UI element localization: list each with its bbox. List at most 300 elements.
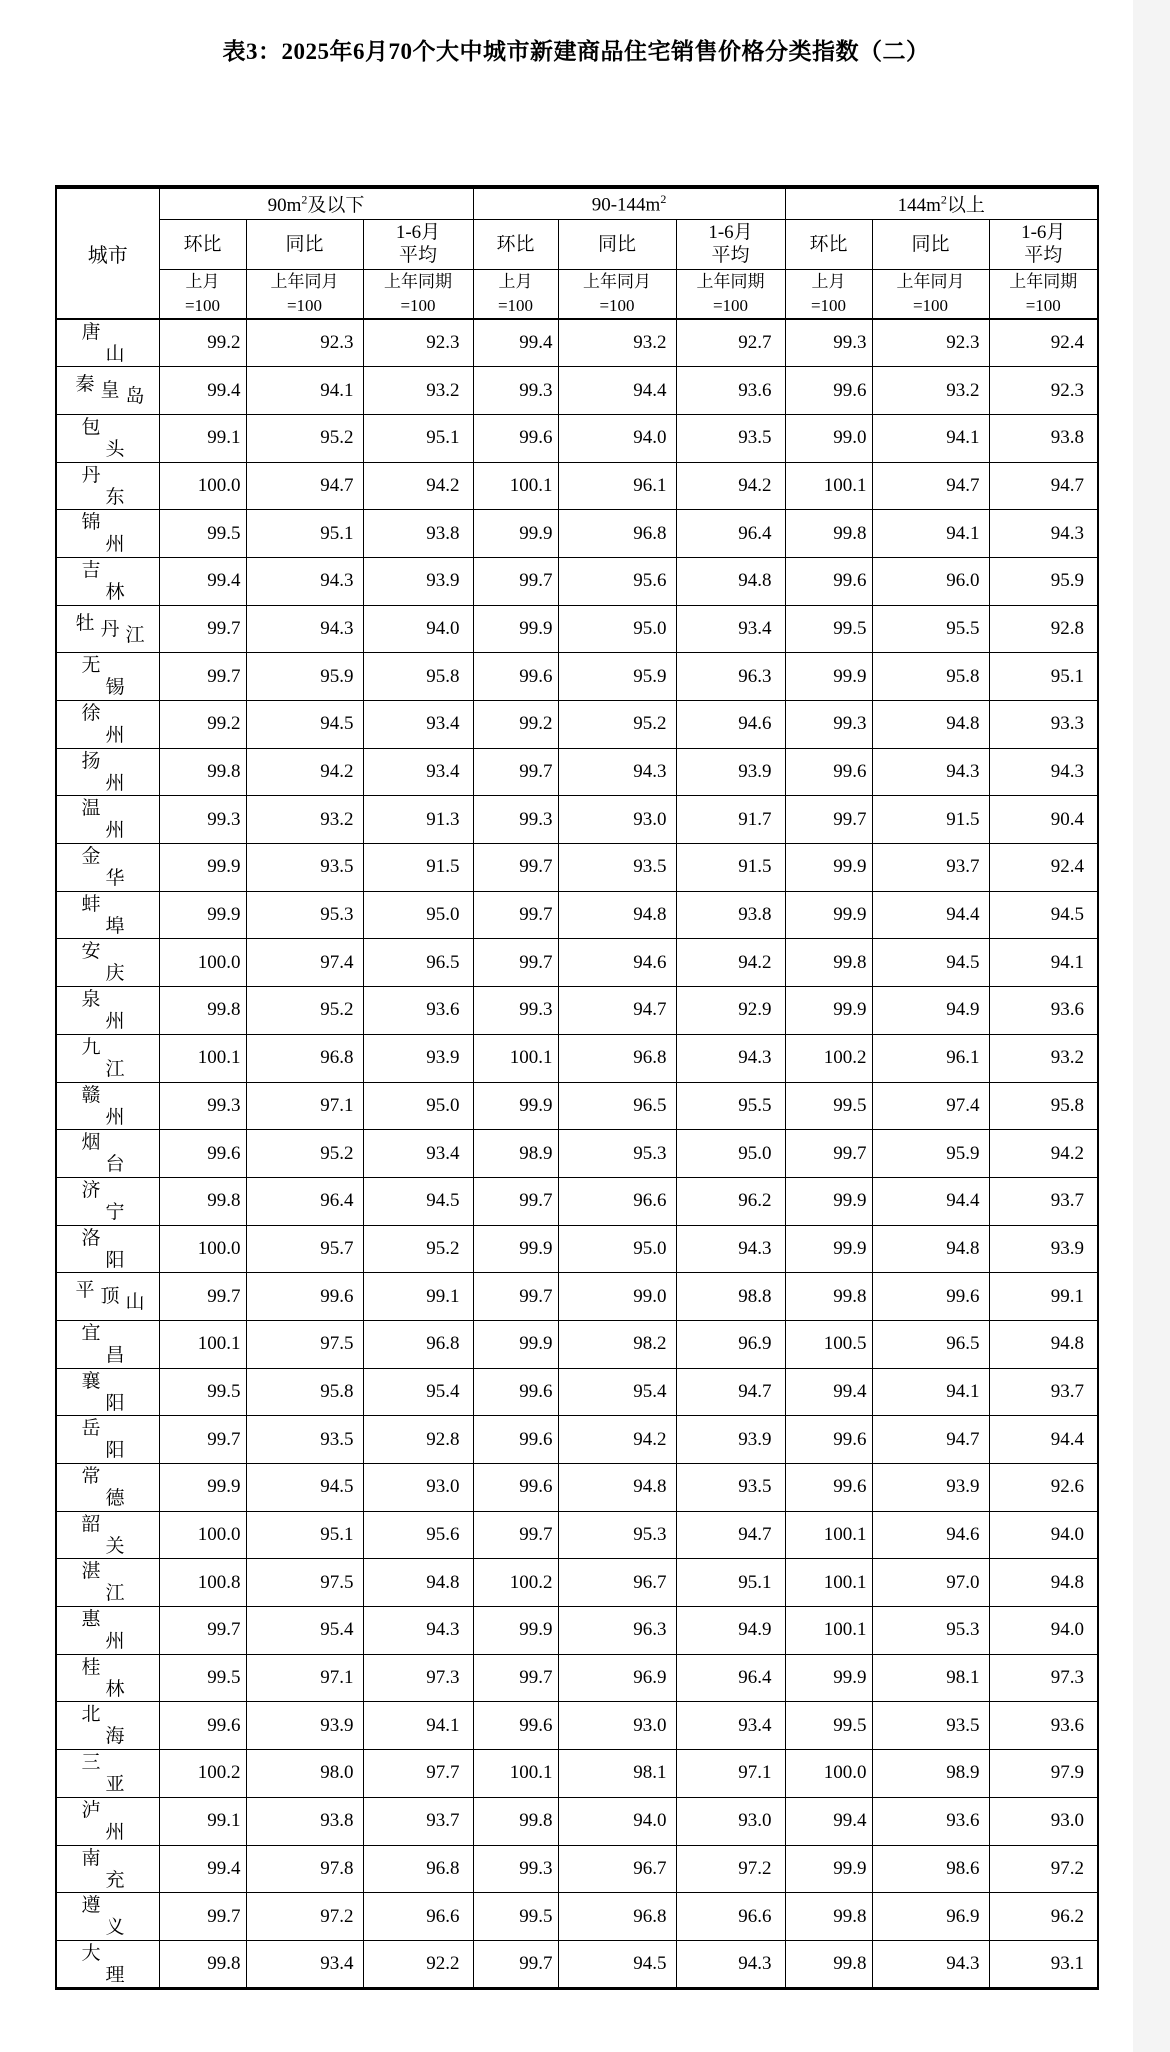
value-cell: 91.3 (363, 796, 473, 844)
value-cell: 99.1 (989, 1273, 1098, 1321)
value-cell: 94.2 (246, 748, 363, 796)
table-row (56, 653, 1098, 701)
value-cell: 99.9 (473, 1320, 558, 1368)
value-cell: 94.6 (676, 701, 785, 749)
city-char: 山 (125, 1292, 145, 1314)
table-row (56, 1511, 1098, 1559)
value-cell: 99.9 (785, 891, 872, 939)
value-cell: 94.7 (246, 462, 363, 510)
value-cell: 98.1 (558, 1750, 676, 1798)
column-group-header-1: $90-144m^2$ (473, 187, 785, 219)
value-cell: 99.6 (872, 1273, 989, 1321)
value-cell: 93.7 (872, 844, 989, 892)
city-cell (56, 1607, 159, 1655)
city-char: 洛 (81, 1227, 101, 1249)
value-cell: 99.2 (159, 701, 246, 749)
value-cell: 95.3 (872, 1607, 989, 1655)
value-cell: 99.9 (785, 987, 872, 1035)
value-cell: 95.8 (989, 1082, 1098, 1130)
city-cell (56, 605, 159, 653)
value-cell: 93.6 (989, 1702, 1098, 1750)
value-cell: 94.3 (246, 605, 363, 653)
value-cell: 94.1 (872, 1368, 989, 1416)
table-row (56, 939, 1098, 987)
base-period-header-2-0: 上月 =100 (785, 269, 872, 319)
value-cell: 96.9 (872, 1893, 989, 1941)
value-cell: 99.4 (159, 557, 246, 605)
value-cell: 93.5 (246, 844, 363, 892)
value-cell: 100.1 (473, 1750, 558, 1798)
value-cell: 94.5 (363, 1177, 473, 1225)
value-cell: 99.9 (785, 844, 872, 892)
city-char: 顶 (100, 1286, 120, 1308)
value-cell: 100.0 (159, 939, 246, 987)
value-cell: 96.1 (558, 462, 676, 510)
value-cell: 94.3 (676, 1940, 785, 1988)
table-row (56, 1702, 1098, 1750)
city-cell (56, 1654, 159, 1702)
value-cell: 99.0 (785, 414, 872, 462)
city-cell (56, 1750, 159, 1798)
value-cell: 96.5 (363, 939, 473, 987)
value-cell: 99.8 (159, 1177, 246, 1225)
value-cell: 99.8 (159, 748, 246, 796)
city-char: 德 (105, 1488, 125, 1509)
city-char: 蚌 (81, 893, 101, 915)
value-cell: 98.9 (473, 1130, 558, 1178)
city-char: 赣 (81, 1084, 101, 1106)
city-char: 州 (105, 1821, 125, 1843)
table-row (56, 1225, 1098, 1273)
city-char: 丹 (100, 618, 120, 640)
measure-header-1-0: 环比 (473, 219, 558, 269)
city-char: 江 (105, 1583, 125, 1605)
value-cell: 97.3 (989, 1654, 1098, 1702)
city-char: 唐 (81, 322, 101, 343)
value-cell: 94.8 (989, 1320, 1098, 1368)
value-cell: 100.2 (785, 1034, 872, 1082)
value-cell: 99.6 (159, 1130, 246, 1178)
value-cell: 97.4 (246, 939, 363, 987)
value-cell: 94.4 (872, 1177, 989, 1225)
table-row (56, 367, 1098, 415)
city-cell (56, 1225, 159, 1273)
value-cell: 93.8 (246, 1797, 363, 1845)
city-cell (56, 367, 159, 415)
value-cell: 99.1 (159, 414, 246, 462)
value-cell: 96.6 (558, 1177, 676, 1225)
value-cell: 99.4 (785, 1797, 872, 1845)
value-cell: 99.5 (159, 1654, 246, 1702)
value-cell: 94.3 (872, 1940, 989, 1988)
city-char: 州 (105, 1011, 125, 1033)
value-cell: 95.5 (676, 1082, 785, 1130)
base-period-header-1-1: 上年同月 =100 (558, 269, 676, 319)
table-row (56, 1654, 1098, 1702)
table-row (56, 1368, 1098, 1416)
value-cell: 100.0 (159, 462, 246, 510)
value-cell: 92.4 (989, 844, 1098, 892)
table-row (56, 1273, 1098, 1321)
value-cell: 95.2 (363, 1225, 473, 1273)
city-char: 无 (81, 655, 101, 677)
table-row (56, 844, 1098, 892)
value-cell: 94.8 (676, 557, 785, 605)
value-cell: 94.1 (246, 367, 363, 415)
value-cell: 93.0 (363, 1464, 473, 1512)
city-char: 海 (105, 1726, 125, 1748)
city-char: 关 (105, 1535, 125, 1557)
table-row (56, 1845, 1098, 1893)
table-row (56, 1130, 1098, 1178)
value-cell: 94.1 (363, 1702, 473, 1750)
city-char: 充 (105, 1869, 125, 1891)
value-cell: 99.9 (785, 1225, 872, 1273)
value-cell: 99.8 (159, 1940, 246, 1988)
value-cell: 99.7 (473, 939, 558, 987)
value-cell: 94.5 (558, 1940, 676, 1988)
value-cell: 97.5 (246, 1320, 363, 1368)
value-cell: 95.4 (363, 1368, 473, 1416)
value-cell: 100.2 (473, 1559, 558, 1607)
value-cell: 92.3 (363, 319, 473, 367)
value-cell: 99.4 (473, 319, 558, 367)
value-cell: 99.8 (785, 1893, 872, 1941)
city-cell (56, 1082, 159, 1130)
city-char: 江 (105, 1058, 125, 1080)
city-char: 南 (81, 1847, 101, 1869)
city-cell (56, 1320, 159, 1368)
value-cell: 93.3 (989, 701, 1098, 749)
value-cell: 94.7 (872, 462, 989, 510)
value-cell: 95.0 (558, 1225, 676, 1273)
value-cell: 99.9 (473, 1225, 558, 1273)
value-cell: 99.6 (785, 367, 872, 415)
value-cell: 97.1 (676, 1750, 785, 1798)
value-cell: 94.9 (676, 1607, 785, 1655)
value-cell: 94.4 (872, 891, 989, 939)
value-cell: 99.6 (473, 414, 558, 462)
value-cell: 94.0 (558, 1797, 676, 1845)
value-cell: 99.3 (785, 319, 872, 367)
value-cell: 93.9 (676, 1416, 785, 1464)
price-index-table (55, 185, 1099, 1990)
value-cell: 95.0 (363, 1082, 473, 1130)
city-char: 林 (105, 1678, 125, 1700)
value-cell: 94.1 (989, 939, 1098, 987)
value-cell: 94.8 (558, 891, 676, 939)
value-cell: 99.7 (159, 1607, 246, 1655)
city-char: 锡 (105, 677, 125, 699)
table-row (56, 891, 1098, 939)
value-cell: 99.7 (473, 1177, 558, 1225)
column-group-header-0: $90m^2$及以下 (159, 187, 473, 219)
city-cell (56, 1702, 159, 1750)
table-row (56, 557, 1098, 605)
measure-header-0-2: 1-6月 平均 (363, 219, 473, 269)
value-cell: 95.2 (246, 414, 363, 462)
value-cell: 100.1 (473, 462, 558, 510)
city-char: 泉 (81, 989, 101, 1011)
value-cell: 98.8 (676, 1273, 785, 1321)
table-row (56, 1750, 1098, 1798)
value-cell: 94.3 (246, 557, 363, 605)
city-cell (56, 1797, 159, 1845)
city-char: 台 (105, 1154, 125, 1176)
value-cell: 99.5 (785, 1702, 872, 1750)
value-cell: 93.9 (989, 1225, 1098, 1273)
value-cell: 95.5 (872, 605, 989, 653)
value-cell: 96.5 (558, 1082, 676, 1130)
value-cell: 94.3 (676, 1225, 785, 1273)
value-cell: 93.6 (363, 987, 473, 1035)
value-cell: 99.3 (785, 701, 872, 749)
value-cell: 94.5 (872, 939, 989, 987)
value-cell: 98.0 (246, 1750, 363, 1798)
value-cell: 99.6 (159, 1702, 246, 1750)
city-char: 头 (105, 438, 125, 460)
value-cell: 95.1 (676, 1559, 785, 1607)
city-char: 理 (105, 1964, 125, 1986)
value-cell: 94.3 (558, 748, 676, 796)
city-char: 州 (105, 725, 125, 746)
city-column-header: 城市 (56, 187, 159, 319)
value-cell: 94.0 (363, 605, 473, 653)
value-cell: 98.2 (558, 1320, 676, 1368)
table-row (56, 796, 1098, 844)
value-cell: 100.5 (785, 1320, 872, 1368)
table-row (56, 1940, 1098, 1988)
value-cell: 94.8 (989, 1559, 1098, 1607)
value-cell: 95.9 (989, 557, 1098, 605)
header-row-measures (56, 219, 1098, 269)
value-cell: 96.1 (872, 1034, 989, 1082)
value-cell: 100.1 (785, 462, 872, 510)
value-cell: 96.6 (676, 1893, 785, 1941)
value-cell: 100.1 (785, 1559, 872, 1607)
value-cell: 98.1 (872, 1654, 989, 1702)
value-cell: 99.0 (558, 1273, 676, 1321)
value-cell: 93.6 (872, 1797, 989, 1845)
value-cell: 96.5 (872, 1320, 989, 1368)
value-cell: 99.9 (785, 1845, 872, 1893)
value-cell: 92.9 (676, 987, 785, 1035)
city-cell (56, 1893, 159, 1941)
value-cell: 99.1 (363, 1273, 473, 1321)
value-cell: 93.9 (246, 1702, 363, 1750)
value-cell: 100.1 (159, 1034, 246, 1082)
value-cell: 95.8 (246, 1368, 363, 1416)
table-row (56, 748, 1098, 796)
value-cell: 100.1 (785, 1607, 872, 1655)
table-row (56, 1416, 1098, 1464)
value-cell: 91.5 (872, 796, 989, 844)
city-char: 惠 (81, 1609, 101, 1631)
value-cell: 94.4 (989, 1416, 1098, 1464)
city-char: 三 (81, 1752, 101, 1774)
value-cell: 99.3 (473, 796, 558, 844)
city-char: 埠 (105, 915, 125, 937)
table-row (56, 1034, 1098, 1082)
city-char: 九 (81, 1036, 101, 1058)
value-cell: 97.5 (246, 1559, 363, 1607)
city-char: 阳 (105, 1249, 125, 1271)
city-char: 金 (81, 846, 101, 868)
value-cell: 96.4 (676, 1654, 785, 1702)
city-char: 岛 (125, 386, 145, 408)
table-row (56, 987, 1098, 1035)
value-cell: 99.6 (246, 1273, 363, 1321)
value-cell: 93.2 (872, 367, 989, 415)
city-char: 济 (81, 1179, 101, 1201)
city-cell (56, 987, 159, 1035)
city-char: 平 (75, 1280, 95, 1302)
value-cell: 94.7 (676, 1511, 785, 1559)
table-row (56, 605, 1098, 653)
value-cell: 96.8 (558, 510, 676, 558)
value-cell: 93.6 (989, 987, 1098, 1035)
city-cell (56, 1368, 159, 1416)
value-cell: 100.0 (785, 1750, 872, 1798)
value-cell: 99.8 (473, 1797, 558, 1845)
city-char: 桂 (81, 1656, 101, 1678)
city-char: 安 (81, 941, 101, 963)
value-cell: 93.8 (989, 414, 1098, 462)
city-char: 山 (105, 344, 125, 365)
table-row (56, 462, 1098, 510)
value-cell: 99.3 (473, 1845, 558, 1893)
table-row (56, 319, 1098, 367)
value-cell: 92.3 (872, 319, 989, 367)
city-char: 江 (125, 624, 145, 646)
value-cell: 97.1 (246, 1654, 363, 1702)
value-cell: 97.2 (246, 1893, 363, 1941)
value-cell: 94.7 (676, 1368, 785, 1416)
value-cell: 93.5 (676, 414, 785, 462)
measure-header-1-1: 同比 (558, 219, 676, 269)
city-char: 宜 (81, 1322, 101, 1344)
value-cell: 95.9 (558, 653, 676, 701)
value-cell: 99.7 (473, 1273, 558, 1321)
value-cell: 93.5 (558, 844, 676, 892)
value-cell: 99.9 (785, 1654, 872, 1702)
value-cell: 99.8 (785, 1940, 872, 1988)
city-cell (56, 462, 159, 510)
value-cell: 93.9 (363, 1034, 473, 1082)
value-cell: 94.1 (872, 414, 989, 462)
measure-header-2-0: 环比 (785, 219, 872, 269)
value-cell: 97.4 (872, 1082, 989, 1130)
value-cell: 93.2 (989, 1034, 1098, 1082)
value-cell: 95.1 (246, 510, 363, 558)
value-cell: 93.0 (989, 1797, 1098, 1845)
city-char: 州 (105, 1106, 125, 1128)
value-cell: 99.7 (159, 1416, 246, 1464)
city-cell (56, 1464, 159, 1512)
value-cell: 95.3 (558, 1511, 676, 1559)
value-cell: 99.8 (785, 1273, 872, 1321)
value-cell: 92.3 (989, 367, 1098, 415)
city-cell (56, 1273, 159, 1321)
value-cell: 93.9 (676, 748, 785, 796)
value-cell: 97.2 (989, 1845, 1098, 1893)
value-cell: 99.8 (159, 987, 246, 1035)
city-char: 遵 (81, 1895, 101, 1917)
city-cell (56, 414, 159, 462)
value-cell: 94.1 (872, 510, 989, 558)
value-cell: 99.7 (473, 557, 558, 605)
value-cell: 96.8 (558, 1034, 676, 1082)
value-cell: 99.6 (785, 748, 872, 796)
value-cell: 95.2 (246, 987, 363, 1035)
value-cell: 94.3 (676, 1034, 785, 1082)
value-cell: 96.7 (558, 1845, 676, 1893)
value-cell: 95.0 (363, 891, 473, 939)
value-cell: 93.4 (676, 605, 785, 653)
value-cell: 97.1 (246, 1082, 363, 1130)
column-group-header-2: $144m^2$以上 (785, 187, 1098, 219)
table-row (56, 1082, 1098, 1130)
value-cell: 99.3 (159, 796, 246, 844)
value-cell: 99.2 (159, 319, 246, 367)
value-cell: 96.2 (989, 1893, 1098, 1941)
value-cell: 94.2 (363, 462, 473, 510)
table-row (56, 510, 1098, 558)
table-row (56, 414, 1098, 462)
city-char: 泸 (81, 1799, 101, 1821)
value-cell: 92.2 (363, 1940, 473, 1988)
value-cell: 95.7 (246, 1225, 363, 1273)
city-cell (56, 1416, 159, 1464)
value-cell: 95.4 (558, 1368, 676, 1416)
value-cell: 99.8 (785, 939, 872, 987)
city-char: 州 (105, 1631, 125, 1653)
value-cell: 94.3 (989, 510, 1098, 558)
value-cell: 100.0 (159, 1225, 246, 1273)
value-cell: 93.4 (676, 1702, 785, 1750)
city-cell (56, 1511, 159, 1559)
city-char: 徐 (81, 703, 101, 724)
value-cell: 95.9 (246, 653, 363, 701)
value-cell: 97.9 (989, 1750, 1098, 1798)
table-row (56, 701, 1098, 749)
value-cell: 99.5 (159, 510, 246, 558)
city-char: 牡 (75, 612, 95, 634)
city-char: 北 (81, 1704, 101, 1726)
value-cell: 94.7 (558, 987, 676, 1035)
city-char: 华 (105, 868, 125, 890)
city-cell (56, 748, 159, 796)
value-cell: 93.1 (989, 1940, 1098, 1988)
value-cell: 92.6 (989, 1464, 1098, 1512)
value-cell: 94.5 (989, 891, 1098, 939)
value-cell: 96.8 (363, 1845, 473, 1893)
value-cell: 96.9 (676, 1320, 785, 1368)
value-cell: 93.8 (676, 891, 785, 939)
city-char: 襄 (81, 1370, 101, 1392)
table-title: 表3：2025年6月70个大中城市新建商品住宅销售价格分类指数（二） (222, 39, 930, 64)
value-cell: 99.3 (473, 987, 558, 1035)
value-cell: 92.8 (363, 1416, 473, 1464)
value-cell: 93.9 (363, 557, 473, 605)
value-cell: 96.3 (558, 1607, 676, 1655)
city-char: 东 (105, 486, 125, 508)
value-cell: 95.6 (558, 557, 676, 605)
value-cell: 93.2 (363, 367, 473, 415)
value-cell: 94.7 (989, 462, 1098, 510)
value-cell: 98.6 (872, 1845, 989, 1893)
value-cell: 100.1 (785, 1511, 872, 1559)
